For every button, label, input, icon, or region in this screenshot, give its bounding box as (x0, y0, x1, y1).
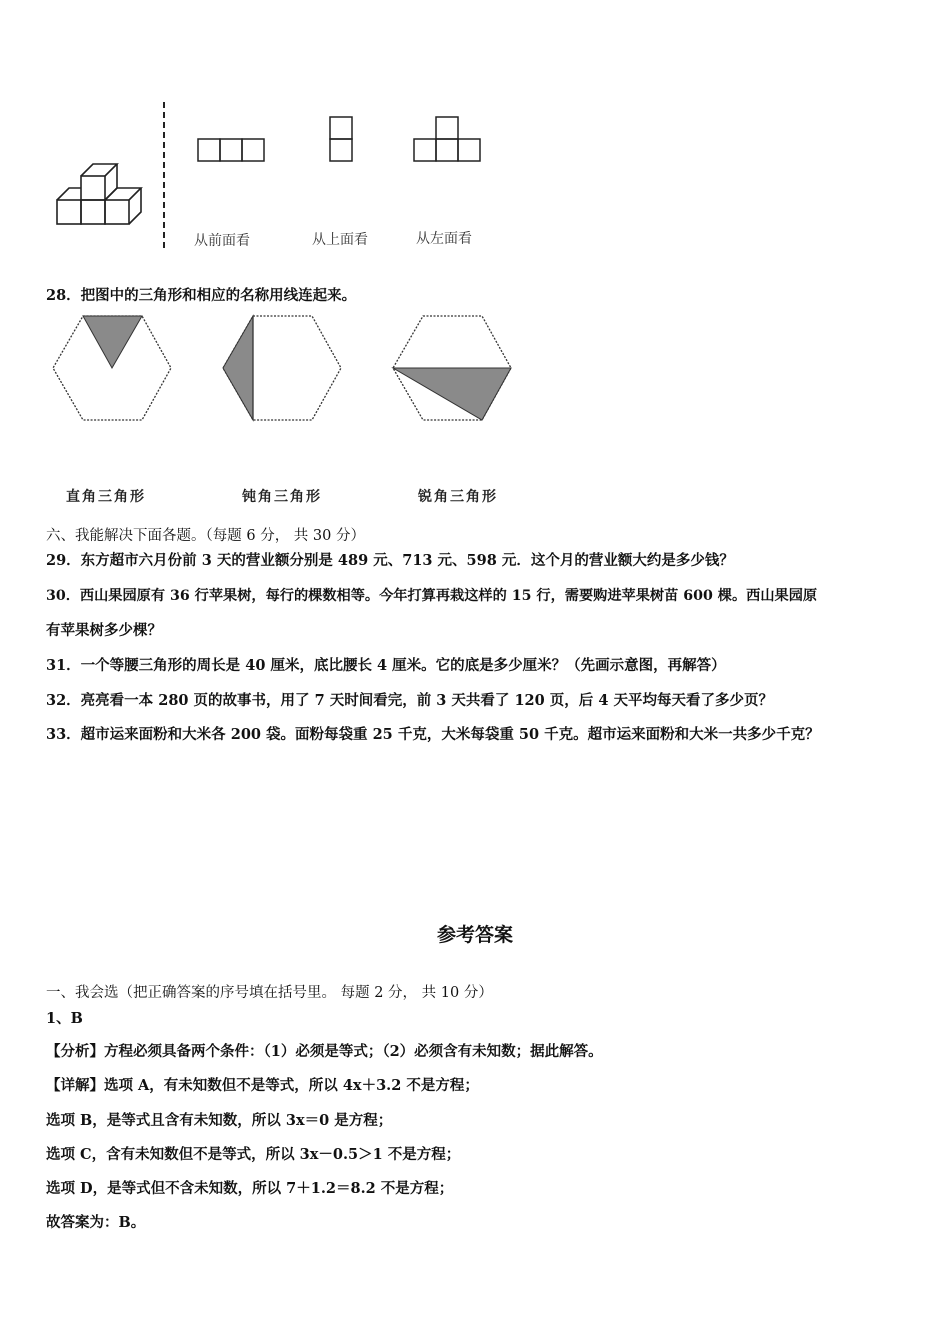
answers-section-1-heading: 一、我会选（把正确答案的序号填在括号里。 每题 2 分， 共 10 分） (46, 985, 493, 1001)
question-29: 29．东方超市六月份前 3 天的营业额分别是 489 元、713 元、598 元．这个月的营业额大约是多少钱？ (46, 552, 734, 569)
hexagon-acute-triangle (50, 313, 175, 423)
question-32: 32．亮亮看一本 280 页的故事书，用了 7 天时间看完，前 3 天共看了 120 页，后 4 天平均每天看了多少页？ (46, 692, 773, 709)
answer-detail: 【详解】选项 A，有未知数但不是等式，所以 4x＋3.2 不是方程； (46, 1077, 479, 1094)
label-obtuse-triangle: 钝角三角形 (242, 489, 322, 505)
label-acute-triangle: 锐角三角形 (418, 489, 498, 505)
question-28: 28．把图中的三角形和相应的名称用线连起来。 (46, 287, 357, 304)
answer-option-c: 选项 C，含有未知数但不是等式，所以 3x－0.5＞1 不是方程； (46, 1146, 461, 1163)
answers-title: 参考答案 (436, 924, 513, 946)
answer-option-b: 选项 B，是等式且含有未知数，所以 3x＝0 是方程； (46, 1112, 393, 1129)
question-31: 31．一个等腰三角形的周长是 40 厘米，底比腰长 4 厘米。它的底是多少厘米？（先画示意图，再解答） (46, 657, 726, 674)
section-6-heading: 六、我能解决下面各题。（每题 6 分， 共 30 分） (46, 528, 365, 544)
left-view-figure (412, 114, 484, 164)
dashed-separator (160, 100, 168, 250)
question-30-line-2: 有苹果树多少棵？ (46, 622, 162, 639)
question-30-line-1: 30．西山果园原有 36 行苹果树，每行的棵数相等。今年打算再栽这样的 15 行，需要购进苹果树苗 600 棵。西山果园原 (46, 588, 818, 604)
front-view-label: 从前面看 (194, 233, 250, 249)
answer-1: 1、B (46, 1010, 83, 1027)
answer-final: 故答案为：B。 (46, 1214, 146, 1231)
answer-option-d: 选项 D，是等式但不含未知数，所以 7＋1.2＝8.2 不是方程； (46, 1180, 454, 1197)
answer-analysis: 【分析】方程必须具备两个条件：（1）必须是等式；（2）必须含有未知数；据此解答。 (46, 1043, 603, 1060)
front-view-figure (196, 136, 268, 164)
question-33: 33．超市运来面粉和大米各 200 袋。面粉每袋重 25 千克，大米每袋重 50 千克。超市运来面粉和大米一共多少千克？ (46, 726, 820, 743)
hexagon-obtuse-triangle (390, 313, 515, 423)
label-right-triangle: 直角三角形 (66, 489, 146, 505)
left-view-label: 从左面看 (416, 231, 472, 247)
hexagon-right-triangle (220, 313, 345, 423)
cube-solid-figure (50, 155, 150, 230)
top-view-figure (327, 114, 355, 164)
top-view-label: 从上面看 (312, 232, 368, 248)
